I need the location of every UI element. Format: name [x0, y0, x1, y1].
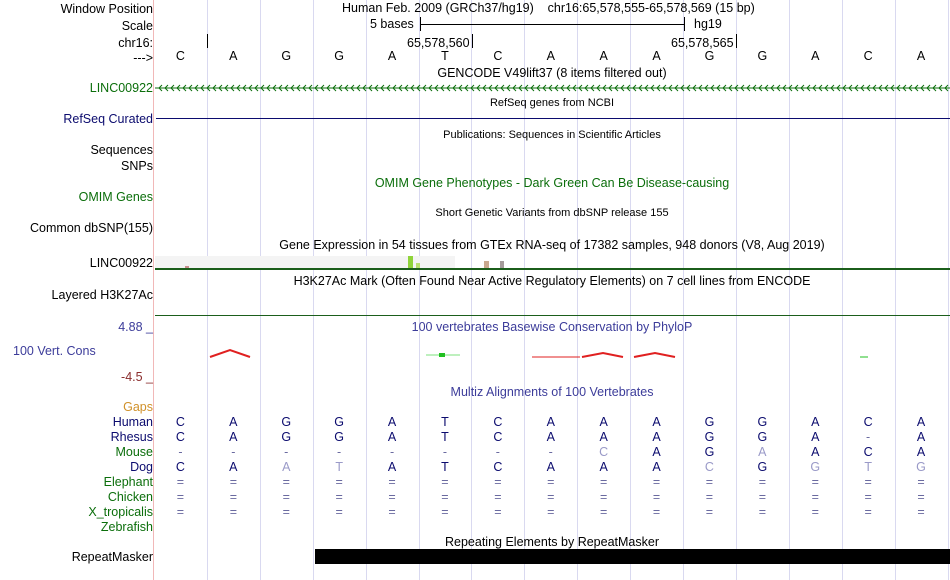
repeatmasker-track-title[interactable]: Repeating Elements by RepeatMasker	[444, 535, 660, 549]
aligned-base: C	[863, 445, 873, 459]
aligned-base: A	[916, 415, 926, 429]
aligned-base: C	[704, 460, 714, 474]
base-letter: A	[387, 49, 397, 63]
aligned-base: C	[599, 445, 609, 459]
aligned-base: =	[917, 490, 925, 504]
base-letter: A	[229, 49, 238, 63]
aligned-base: -	[231, 445, 236, 459]
scale-bar	[420, 24, 684, 25]
aligned-base: G	[704, 415, 715, 429]
species-label[interactable]: Human	[112, 415, 153, 429]
coord-label-2: 65,578,565	[671, 36, 734, 50]
refseq-track-title[interactable]: RefSeq genes from NCBI	[489, 97, 615, 109]
aligned-base: =	[229, 475, 237, 489]
base-letter: A	[916, 49, 926, 63]
window-position-value: Human Feb. 2009 (GRCh37/hg19) chr16:65,578,555-65,578,569 (15 bp)	[342, 1, 755, 15]
aligned-base: C	[493, 460, 503, 474]
publications-track-title[interactable]: Publications: Sequences in Scientific Articles	[443, 129, 661, 141]
aligned-base: =	[335, 475, 343, 489]
aligned-base: C	[175, 415, 185, 429]
base-letter: G	[704, 49, 715, 63]
base-letter: C	[863, 49, 873, 63]
gtex-bar-4[interactable]	[500, 261, 504, 268]
aligned-base: A	[282, 460, 291, 474]
aligned-base: A	[599, 460, 608, 474]
phylop-min-label: -4.5 _	[121, 370, 153, 384]
gtex-track-title[interactable]: Gene Expression in 54 tissues from GTEx RNA-seq of 17382 samples, 948 donors (V8, Aug 2019)	[279, 238, 825, 252]
aligned-base: =	[388, 475, 396, 489]
aligned-base: =	[388, 505, 396, 519]
aligned-base: A	[387, 460, 397, 474]
repeat-element[interactable]	[315, 549, 950, 564]
species-label[interactable]: Mouse	[115, 445, 153, 459]
aligned-base: G	[757, 415, 768, 429]
aligned-base: A	[599, 430, 608, 444]
aligned-base: =	[547, 475, 555, 489]
aligned-base: =	[335, 505, 343, 519]
gtex-bar-1[interactable]	[408, 256, 413, 268]
aligned-base: -	[442, 445, 448, 459]
aligned-base: =	[811, 490, 819, 504]
aligned-base: =	[917, 475, 925, 489]
aligned-base: A	[916, 430, 926, 444]
aligned-base: A	[758, 445, 767, 459]
aligned-base: T	[864, 460, 872, 474]
aligned-base: T	[441, 415, 449, 429]
aligned-base: A	[652, 460, 661, 474]
aligned-base: G	[757, 460, 768, 474]
species-label[interactable]: Chicken	[107, 490, 153, 504]
aligned-base: T	[335, 460, 343, 474]
aligned-base: C	[493, 415, 503, 429]
gtex-baseline	[155, 268, 950, 270]
aligned-base: G	[757, 430, 768, 444]
chromosome-label: chr16:	[118, 36, 153, 50]
gencode-gene-feature[interactable]	[155, 81, 950, 95]
omim-track-title[interactable]: OMIM Gene Phenotypes - Dark Green Can Be Disease-causing	[374, 176, 730, 190]
aligned-base: =	[652, 475, 661, 489]
aligned-base: =	[176, 475, 185, 489]
species-label[interactable]: Elephant	[103, 475, 153, 489]
coord-label-1: 65,578,560	[407, 36, 470, 50]
aligned-base: =	[282, 505, 290, 519]
aligned-base: =	[652, 490, 661, 504]
aligned-base: =	[864, 505, 872, 519]
h3k27ac-baseline	[155, 315, 950, 316]
scale-assembly: hg19	[694, 17, 722, 31]
aligned-base: =	[441, 505, 449, 519]
aligned-base: A	[652, 430, 661, 444]
h3k27ac-label[interactable]: Layered H3K27Ac	[51, 288, 153, 302]
aligned-base: =	[441, 490, 449, 504]
aligned-base: -	[178, 445, 183, 459]
aligned-base: =	[229, 490, 237, 504]
base-letter: C	[175, 49, 185, 63]
scale-label: Scale	[121, 19, 153, 33]
aligned-base: =	[599, 490, 608, 504]
aligned-base: G	[281, 430, 292, 444]
label-column-border	[153, 0, 154, 580]
gtex-bar-3[interactable]	[484, 261, 489, 268]
aligned-base: A	[811, 415, 820, 429]
aligned-base: C	[863, 415, 873, 429]
species-label[interactable]: X_tropicalis	[88, 505, 153, 519]
scale-bases-text: 5 bases	[370, 17, 414, 31]
aligned-base: -	[495, 445, 500, 459]
aligned-base: -	[389, 445, 395, 459]
aligned-base: =	[547, 490, 555, 504]
aligned-base: T	[441, 430, 449, 444]
aligned-base: A	[387, 430, 397, 444]
aligned-base: =	[494, 490, 502, 504]
aligned-base: G	[334, 430, 345, 444]
refseq-gene-feature[interactable]	[156, 118, 950, 119]
phylop-label[interactable]: 100 Vert. Cons	[13, 344, 96, 358]
aligned-base: C	[175, 430, 185, 444]
aligned-base: =	[229, 505, 237, 519]
aligned-base: G	[704, 430, 715, 444]
aligned-base: A	[652, 415, 661, 429]
aligned-base: =	[652, 505, 661, 519]
base-letter: A	[546, 49, 555, 63]
dbsnp-label[interactable]: Common dbSNP(155)	[30, 221, 153, 235]
aligned-base: =	[176, 505, 185, 519]
base-letter: A	[652, 49, 661, 63]
aligned-base: =	[917, 505, 925, 519]
aligned-base: G	[810, 460, 821, 474]
aligned-base: =	[758, 490, 766, 504]
aligned-base: =	[494, 475, 502, 489]
aligned-base: =	[705, 475, 714, 489]
aligned-base: -	[548, 445, 553, 459]
gaps-label[interactable]: Gaps	[123, 400, 153, 414]
species-label[interactable]: Dog	[130, 460, 153, 474]
aligned-base: -	[866, 430, 871, 444]
aligned-base: A	[599, 415, 608, 429]
aligned-base: A	[546, 460, 555, 474]
aligned-base: A	[546, 430, 555, 444]
aligned-base: G	[281, 415, 292, 429]
aligned-base: A	[387, 415, 397, 429]
aligned-base: T	[441, 460, 449, 474]
dbsnp-track-title[interactable]: Short Genetic Variants from dbSNP release 155	[435, 207, 669, 219]
base-letter: G	[334, 49, 345, 63]
aligned-base: =	[864, 490, 872, 504]
phylop-track-title[interactable]: 100 vertebrates Basewise Conservation by PhyloP	[411, 320, 693, 334]
aligned-base: C	[493, 430, 503, 444]
aligned-base: =	[811, 505, 819, 519]
aligned-base: -	[337, 445, 342, 459]
coord-tick-1	[472, 34, 473, 48]
aligned-base: A	[229, 430, 238, 444]
aligned-base: A	[229, 460, 238, 474]
aligned-base: =	[388, 490, 396, 504]
aligned-base: =	[282, 475, 290, 489]
aligned-base: A	[229, 415, 238, 429]
aligned-base: A	[652, 445, 661, 459]
base-letter: A	[599, 49, 608, 63]
aligned-base: G	[704, 445, 715, 459]
aligned-base: G	[334, 415, 345, 429]
aligned-base: =	[547, 505, 555, 519]
aligned-base: =	[705, 505, 714, 519]
aligned-base: A	[916, 445, 926, 459]
strand-label: --->	[133, 51, 153, 65]
omim-genes-label[interactable]: OMIM Genes	[78, 190, 153, 204]
base-letter: G	[757, 49, 768, 63]
aligned-base: =	[758, 475, 766, 489]
base-letter: A	[811, 49, 820, 63]
base-letter: C	[493, 49, 503, 63]
aligned-base: =	[811, 475, 819, 489]
species-label[interactable]: Zebrafish	[100, 520, 153, 534]
aligned-base: =	[864, 475, 872, 489]
repeatmasker-label[interactable]: RepeatMasker	[71, 550, 153, 564]
aligned-base: A	[811, 445, 820, 459]
aligned-base: =	[758, 505, 766, 519]
sequences-label[interactable]: Sequences	[90, 143, 153, 157]
aligned-base: A	[811, 430, 820, 444]
window-position-label: Window Position	[60, 2, 153, 16]
aligned-base: =	[599, 475, 608, 489]
aligned-base: C	[175, 460, 185, 474]
aligned-base: -	[284, 445, 289, 459]
aligned-base: =	[335, 490, 343, 504]
aligned-base: A	[546, 415, 555, 429]
aligned-base: =	[599, 505, 608, 519]
aligned-base: G	[916, 460, 926, 474]
aligned-base: =	[494, 505, 502, 519]
gtex-gene-label[interactable]: LINC00922	[89, 256, 153, 270]
h3k27ac-track-title[interactable]: H3K27Ac Mark (Often Found Near Active Regulatory Elements) on 7 cell lines from ENCODE	[293, 274, 811, 288]
aligned-base: =	[176, 490, 185, 504]
gencode-track-title[interactable]: GENCODE V49lift37 (8 items filtered out)	[437, 66, 667, 80]
species-label[interactable]: Rhesus	[110, 430, 153, 444]
phylop-max-label: 4.88 _	[118, 320, 153, 334]
phylop-signal[interactable]	[155, 345, 950, 360]
multiz-track-title[interactable]: Multiz Alignments of 100 Vertebrates	[450, 385, 654, 399]
snps-label[interactable]: SNPs	[121, 159, 153, 173]
aligned-base: =	[441, 475, 449, 489]
aligned-base: =	[282, 490, 290, 504]
aligned-base: =	[705, 490, 714, 504]
coord-tick-start	[207, 34, 208, 48]
base-letter: G	[281, 49, 292, 63]
gencode-gene-label[interactable]: LINC00922	[89, 81, 153, 95]
scale-bar-right-tick	[684, 17, 685, 31]
base-letter: T	[441, 49, 449, 63]
coord-tick-2	[736, 34, 737, 48]
refseq-label[interactable]: RefSeq Curated	[63, 112, 153, 126]
